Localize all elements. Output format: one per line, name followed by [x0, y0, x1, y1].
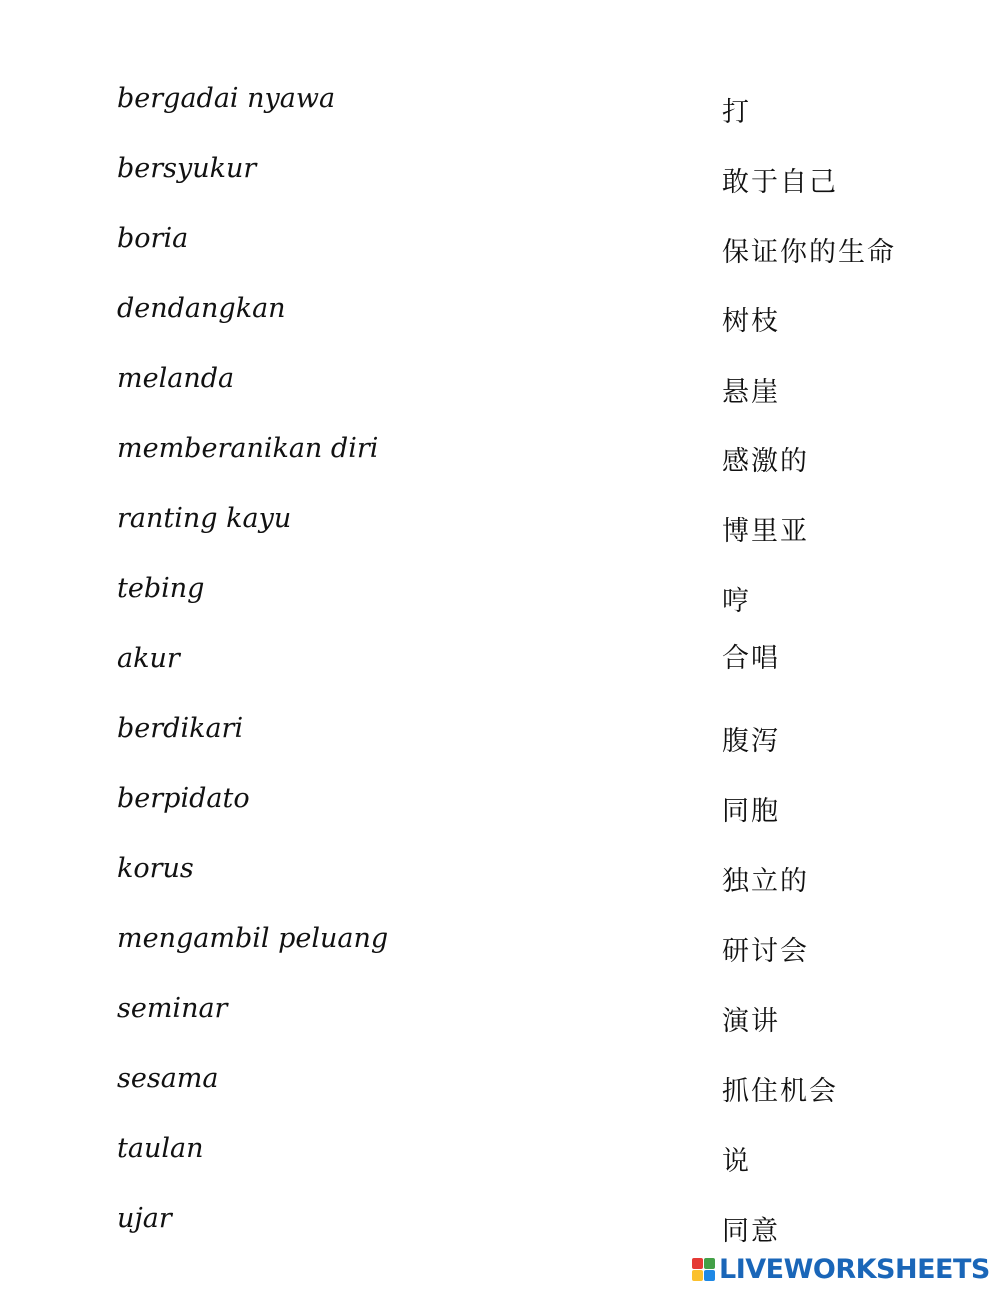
- malay-word: akur: [117, 643, 180, 674]
- chinese-translation: 说: [722, 1146, 751, 1177]
- malay-word: berpidato: [117, 783, 250, 814]
- malay-word: korus: [117, 853, 194, 884]
- malay-word: taulan: [117, 1133, 204, 1164]
- chinese-translation: 哼: [722, 586, 751, 617]
- malay-word: melanda: [117, 363, 235, 394]
- chinese-translation: 腹泻: [722, 726, 780, 757]
- malay-word: tebing: [117, 573, 205, 604]
- malay-word: mengambil peluang: [117, 923, 389, 954]
- liveworksheets-logo: [692, 1252, 990, 1286]
- malay-word: bersyukur: [117, 153, 257, 184]
- chinese-translation: 感激的: [722, 446, 809, 477]
- logo-block-blue: [704, 1270, 715, 1281]
- malay-word: bergadai nyawa: [117, 83, 336, 114]
- malay-word: berdikari: [117, 713, 244, 744]
- chinese-translation: 树枝: [722, 306, 780, 337]
- malay-word: boria: [117, 223, 189, 254]
- chinese-translation: 研讨会: [722, 936, 809, 967]
- chinese-translation: 演讲: [722, 1006, 780, 1037]
- malay-word: ranting kayu: [117, 503, 292, 534]
- logo-text: LIVEWORKSHEETS: [719, 1253, 990, 1285]
- chinese-translation: 同意: [722, 1216, 780, 1247]
- logo-block-green: [704, 1258, 715, 1269]
- logo-block-red: [692, 1258, 703, 1269]
- chinese-translation: 敢于自己: [722, 167, 838, 198]
- malay-word: ujar: [117, 1203, 172, 1234]
- chinese-translation: 打: [722, 97, 751, 128]
- malay-word: sesama: [117, 1063, 219, 1094]
- logo-block-yellow: [692, 1270, 703, 1281]
- chinese-translation: 合唱: [722, 643, 780, 674]
- chinese-translation: 同胞: [722, 796, 780, 827]
- logo-blocks-icon: [692, 1258, 715, 1281]
- chinese-translation: 悬崖: [722, 377, 780, 408]
- malay-word: memberanikan diri: [117, 433, 379, 464]
- chinese-translation: 保证你的生命: [722, 237, 896, 268]
- malay-word: seminar: [117, 993, 228, 1024]
- chinese-translation: 抓住机会: [722, 1076, 838, 1107]
- malay-word: dendangkan: [117, 293, 286, 324]
- chinese-translation: 博里亚: [722, 516, 809, 547]
- chinese-translation: 独立的: [722, 866, 809, 897]
